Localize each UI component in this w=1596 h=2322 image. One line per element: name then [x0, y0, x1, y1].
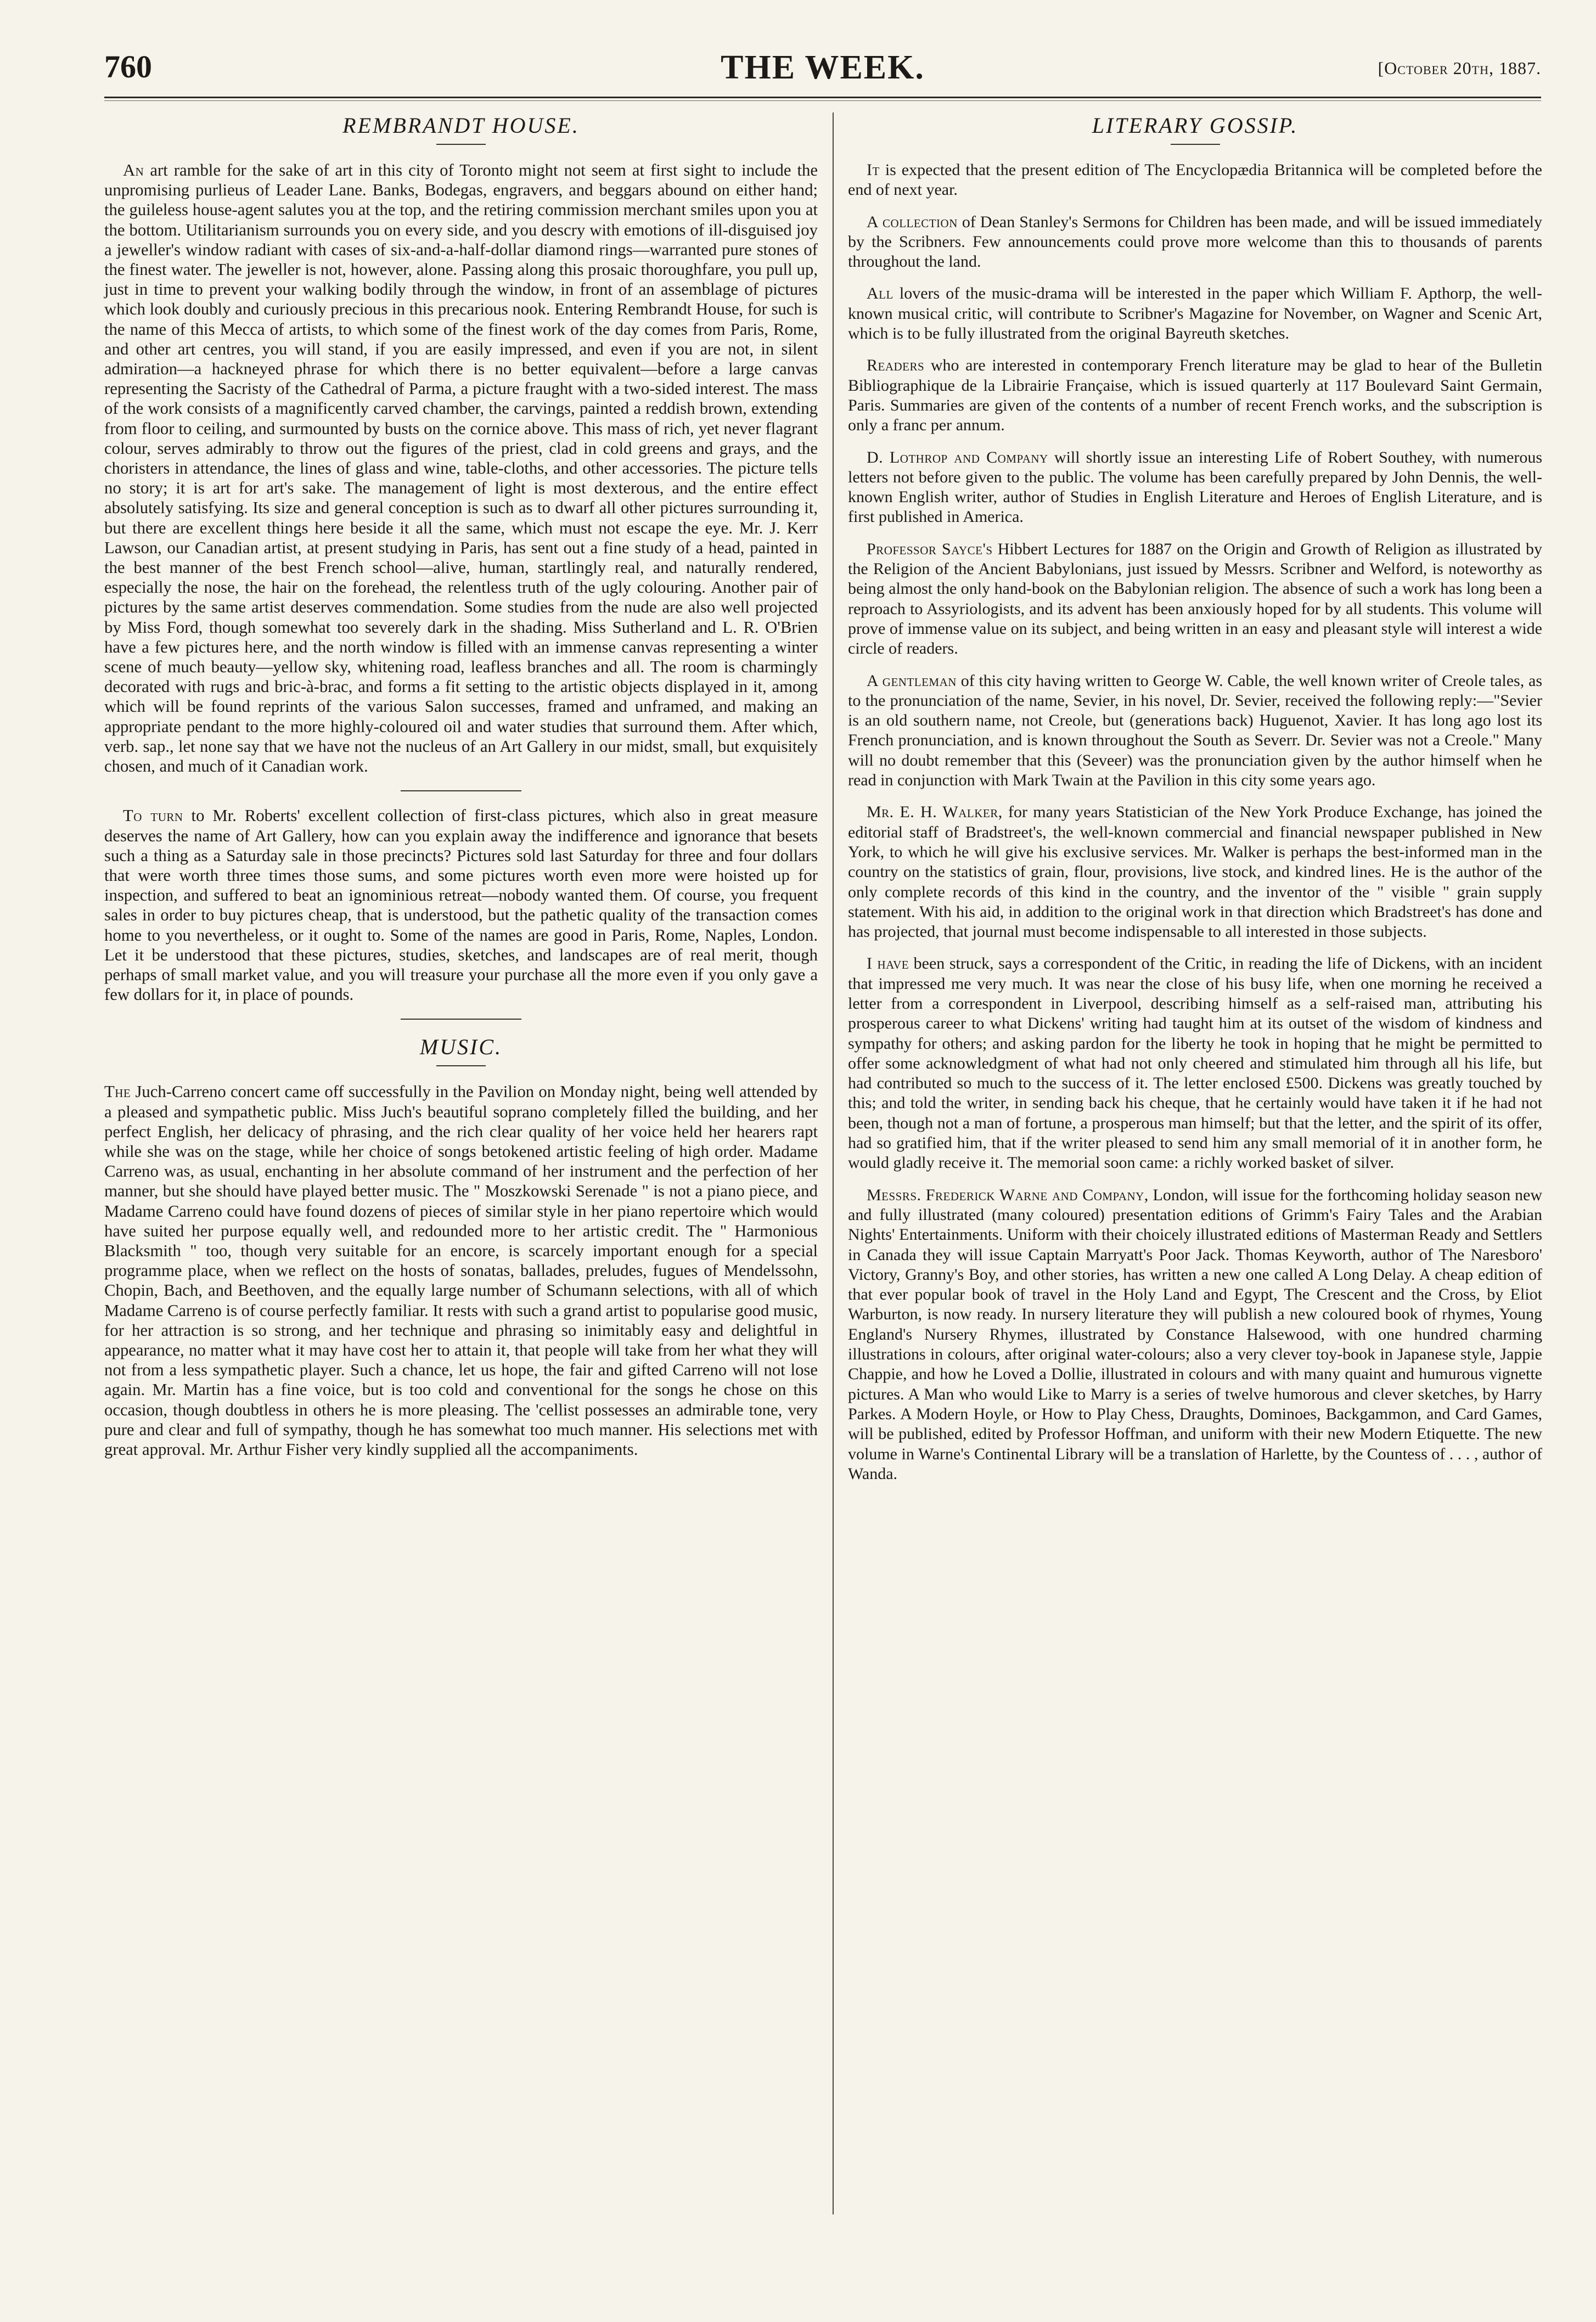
- running-head: [104, 48, 1541, 94]
- gossip-item: [848, 802, 1542, 942]
- paragraph-lead: Messrs. Frederick Warne and Company,: [867, 1185, 1149, 1204]
- paragraph-text: of Dean Stanley's Sermons for Children has been made, and will be issued immediately by the Scribners. Few announcements could prove more welcome than this to thousands of parents throughout the land.: [848, 212, 1542, 271]
- paragraph-lead: A gentleman: [867, 671, 957, 690]
- paragraph-text: been struck, says a correspondent of the Critic, in reading the life of Dickens, with an incident that impressed me very much. It was near the close of his busy life, when one morning he received a letter from a correspondent in Liverpool, describing himself as a self-raised man, attributing his prosperous career to what Dickens' writing had taught him at its outset of the wisdom of kindness and sympathy for others; and asking pardon for the liberty he took in hoping that he might be permitted to offer some acknowledgment of what had not only cheered and stimulated him through all his life, but had contributed so much to the success of it. The letter enclosed £500. Dickens was greatly touched by this; and told the writer, in sending back his cheque, that he certainly would have taken it if he had not been, though not a man of fortune, a prosperous man himself; but that the letter, and the spirit of its offer, had so gratified him, that if the writer pleased to send him any small memorial of it in another form, he would gladly receive it. The memorial soon came: a richly worked basket of silver.: [848, 954, 1542, 1172]
- column-divider: [833, 113, 834, 2214]
- paragraph-text: will shortly issue an interesting Life of Robert Southey, with numerous letters not before given to the public. The volume has been carefully prepared by John Dennis, the well-known English writer, author of Studies in English Literature and Heroes of English Literature, and is first published in America.: [848, 448, 1543, 526]
- paragraph-text: art ramble for the sake of art in this city of Toronto might not seem at first sight to include the unpromising purlieus of Leader Lane. Banks, Bodegas, engravers, and beggars abound on either hand; the guileless house-agent salutes you at the top, and the retiring commission merchant smiles upon you at the bottom. Utilitarianism surrounds you on every side, and you descry with emotions of ill-disguised joy a jeweller's window radiant with cases of six-and-a-half-dollar diamond rings—warranted pure stones of the finest water. The jeweller is not, however, alone. Passing along this prosaic thoroughfare, you pull up, just in time to prevent your walking bodily through the window, in front of an assemblage of pictures which look doubly and curiously precious in this precarious nook. Entering Rembrandt House, for such is the name of this Mecca of artists, to which some of the finest work of the day comes from Paris, Rome, and other art centres, you will stand, if you are easily impressed, and even if you are not, in silent admiration—a hackneyed phrase for which there is no better equivalent—before a large canvas representing the Sacristy of the Cathedral of Parma, a picture fraught with a two-sided interest. The mass of the work consists of a magnificently carved chamber, the carvings, painted a reddish brown, extending from floor to ceiling, and surmounted by busts on the cornice above. This mass of rich, yet never flagrant colour, serves admirably to throw out the figures of the priest, clad in cold greens and grays, and the choristers in attendance, the lines of glass and wine, table-cloths, and other accessories. The picture tells no story; it is art for art's sake. The management of light is most dexterous, and the entire effect absolutely satisfying. Its size and general conception is such as to dwarf all other pictures surrounding it, but there are excellent things here beside it all the same, which must not escape the eye. Mr. J. Kerr Lawson, our Canadian artist, at present studying in Paris, has sent out a fine study of a head, painted in the best manner of the best French school—alive, human, startlingly real, and naturally rendered, especially the nose, the hair on the forehead, the relentless truth of the ugly colouring. Another pair of pictures by the same artist deserves commendation. Some studies from the nude are also well projected by Miss Ford, though somewhat too severely dark in the shading. Miss Sutherland and L. R. O'Brien have a few pictures here, and the north window is filled with an immense canvas representing a winter scene of much beauty—yellow sky, whitening road, leafless branches and all. The room is charmingly decorated with rugs and bric-à-brac, and forms a fit setting to the artistic objects displayed in it, among which will be found reprints of the various Salon successes, framed and unframed, and making an appropriate pendant to the more highly-coloured oil and water studies that surround them. After which, verb. sap., let none say that we have not the nucleus of an Art Gallery in our midst, small, but exquisitely chosen, and much of it Canadian work.: [104, 161, 818, 776]
- gossip-item: [848, 671, 1542, 791]
- paragraph-text: London, will issue for the forthcoming holiday season new and fully illustrated (many coloured) presentation editions of Grimm's Fairy Tales and the Arabian Nights' Entertainments. Uniform with their choicely illustrated editions of Masterman Ready and Settlers in Canada they will issue Captain Marryatt's Poor Jack. Thomas Keyworth, author of The Naresboro' Victory, Granny's Boy, and other stories, has written a new one called A Long Delay. A cheap edition of that ever popular book of travel in the Holy Land and Egypt, The Crescent and the Cross, by Eliot Warburton, is now ready. In nursery literature they will publish a new coloured book of rhymes, Young England's Nursery Rhymes, illustrated by Constance Halsewood, with one hundred charming illustrations in colours, after original water-colours; also a very clever toy-book in Japanese style, Jappie Chappie, and how he Loved a Dollie, illustrated in colours and with many quaint and humurous vignette pictures. A Man who would Like to Marry is a series of twelve humorous and clever sketches, by Harry Parkes. A Modern Hoyle, or How to Play Chess, Draughts, Dominoes, Backgammon, and Card Games, will be published, edited by Professor Hoffman, and uniform with their new Modern Etiquette. The new volume in Warne's Continental Library will be a translation of Harlette, by the Countess of . . . , author of Wanda.: [848, 1185, 1542, 1483]
- paragraph-text: to Mr. Roberts' excellent collection of first-class pictures, which also in great measure deserves the name of Art Gallery, how can you explain away the indifference and ignorance that besets such a thing as a Saturday sale in those precincts? Pictures sold last Saturday for three and four dollars that were worth three times those sums, and some pictures worth even more were hoisted up for inspection, and suffered to beat an ignominious retreat—nobody wanted them. Of course, you frequent sales in order to buy pictures cheap, that is understood, but the pathetic quality of the transaction comes home to you nevertheless, or it ought to. Some of the names are good in Paris, Rome, Naples, London. Let it be understood that these pictures, studies, sketches, and landscapes are of real merit, though perhaps of small market value, and you will treasure your purchase all the more even if you only gave a few dollars for it, in place of pounds.: [104, 806, 818, 1004]
- paragraph-text: lovers of the music-drama will be interested in the paper which William F. Apthorp, the well-known musical critic, will contribute to Scribner's Magazine for November, on Wagner and Scenic Art, which is to be fully illustrated from the original Bayreuth sketches.: [848, 284, 1542, 343]
- paragraph-lead: A collection: [867, 212, 958, 231]
- section-break-rule: [401, 1019, 521, 1020]
- page-number: 760: [104, 49, 152, 85]
- paragraph-text: for many years Statistician of the New York Produce Exchange, has joined the editorial staff of Bradstreet's, the well-known commercial and financial newspaper published in New York, to which he will give his exclusive services. Mr. Walker is perhaps the best-informed man in the country on the statistics of grain, flour, provisions, live stock, and kindred lines. He is the author of the only complete records of this kind in the country, and the inventor of the " visible " grain supply statement. With his aid, in addition to the original work in that direction which Bradstreet's has done and has projected, that journal must become indispensable to all interested in those subjects.: [848, 803, 1542, 941]
- gossip-item: [848, 212, 1542, 272]
- paragraph-lead: The: [104, 1082, 131, 1101]
- gossip-item: [848, 954, 1542, 1173]
- rembrandt-house-heading: REMBRANDT HOUSE.: [342, 113, 580, 138]
- journal-title: THE WEEK.: [721, 49, 925, 86]
- heading-rule: [436, 144, 486, 145]
- heading-rule: [436, 1065, 486, 1066]
- gossip-item: [848, 160, 1542, 200]
- paragraph-lead: To turn: [123, 806, 183, 825]
- paragraph-lead: All: [867, 284, 893, 303]
- paragraph-text: Hibbert Lectures for 1887 on the Origin and Growth of Religion as illustrated by the Religion of the Ancient Babylonians, just issued by Messrs. Scribner and Welford, is noteworthy as being almost the only hand-book on the Babylonian religion. The absence of such a work has long been a reproach to Assyriologists, and its advent has been anxiously hoped for by all students. This volume will prove of immense value on its subject, and being written in an easy and pleasant style will interest a wide circle of readers.: [848, 539, 1543, 658]
- paragraph-lead: An: [123, 161, 144, 179]
- header-rule-thin: [104, 100, 1541, 101]
- right-column: [848, 113, 1542, 1496]
- header-rule: [104, 97, 1541, 98]
- paragraph-text: who are interested in contemporary French literature may be glad to hear of the Bulletin Bibliographique de la Librairie Française, which is issued quarterly at 117 Boulevard Saint Germain, Paris. Summaries are given of the contents of a number of recent French works, and the subscription is only a franc per annum.: [848, 356, 1542, 435]
- left-column: [104, 113, 818, 1471]
- gossip-item: [848, 539, 1542, 659]
- rembrandt-paragraph-2: [104, 806, 818, 1004]
- paragraph-text: Juch-Carreno concert came off successfully in the Pavilion on Monday night, being well attended by a pleased and sympathetic public. Miss Juch's beautiful soprano completely filled the building, and her perfect English, her delicacy of phrasing, and the rich clear quality of her voice held her hearers rapt while she was on the stage, while her choice of songs betokened artistic feeling of high order. Madame Carreno was, as usual, enchanting in her absolute command of her instrument and the perfection of her manner, but she should have played better music. The " Moszkowski Serenade " is not a piano piece, and Madame Carreno could have found dozens of pieces of similar style in her piano repertoire which would have suited her purpose equally well, and redounded more to her artistic credit. The " Harmonious Blacksmith " too, though very suitable for an encore, is scarcely important enough for a special programme place, when we reflect on the hosts of sonatas, ballades, preludes, fugues of Mendelssohn, Chopin, Bach, and Beethoven, and the equally large number of Schumann selections, with all of which Madame Carreno is of course perfectly familiar. It rests with such a grand artist to popularise good music, for her attraction is so strong, and her technique and phrasing so inimitably easy and delightful in appearance, no matter what it may have cost her to attain it, that people will take from her what they will not from a less sympathetic player. Such a chance, let us hope, the fair and gifted Carreno will not lose again. Mr. Martin has a fine voice, but is too cold and conventional for the songs he chose on this occasion, though doubtless in others he is more pleasing. The 'cellist possesses an admirable tone, very pure and clear and full of sympathy, though he has somewhat too much manner. His selections met with great approval. Mr. Arthur Fisher very kindly supplied all the accompaniments.: [104, 1082, 818, 1459]
- gossip-item: [848, 1185, 1542, 1484]
- paragraph-text: is expected that the present edition of The Encyclopædia Britannica will be completed before the end of next year.: [848, 161, 1542, 199]
- paragraph-lead: Professor Sayce's: [867, 539, 993, 558]
- paragraph-lead: I have: [867, 954, 909, 973]
- issue-date: [October 20th, 1887.: [1378, 58, 1541, 78]
- rembrandt-paragraph-1: [104, 160, 818, 776]
- music-heading: MUSIC.: [419, 1035, 503, 1060]
- gossip-item: [848, 448, 1542, 527]
- gossip-item: [848, 284, 1542, 344]
- paragraph-lead: D. Lothrop and Company: [867, 448, 1048, 466]
- gossip-item: [848, 356, 1542, 435]
- paragraph-lead: Mr. E. H. Walker,: [867, 803, 1003, 822]
- heading-rule: [1171, 144, 1220, 145]
- paragraph-lead: It: [867, 161, 880, 179]
- section-break-rule: [401, 790, 521, 791]
- music-paragraph: [104, 1082, 818, 1459]
- paragraph-text: of this city having written to George W. Cable, the well known writer of Creole tales, as to the pronunciation of the name, Sevier, in his novel, Dr. Sevier, received the following reply:—"Sevier is an old southern name, not Creole, but (generations back) Huguenot, Xavier. It has long ago lost its French pronunciation, and is known throughout the South as Severr. Dr. Sevier was not a Creole." Many will no doubt remember that this (Seveer) was the pronunciation given by the author himself when he read in conjunction with Mark Twain at the Pavilion in this city some years ago.: [848, 671, 1542, 790]
- literary-gossip-heading: LITERARY GOSSIP.: [1092, 113, 1299, 138]
- paragraph-lead: Readers: [867, 356, 925, 375]
